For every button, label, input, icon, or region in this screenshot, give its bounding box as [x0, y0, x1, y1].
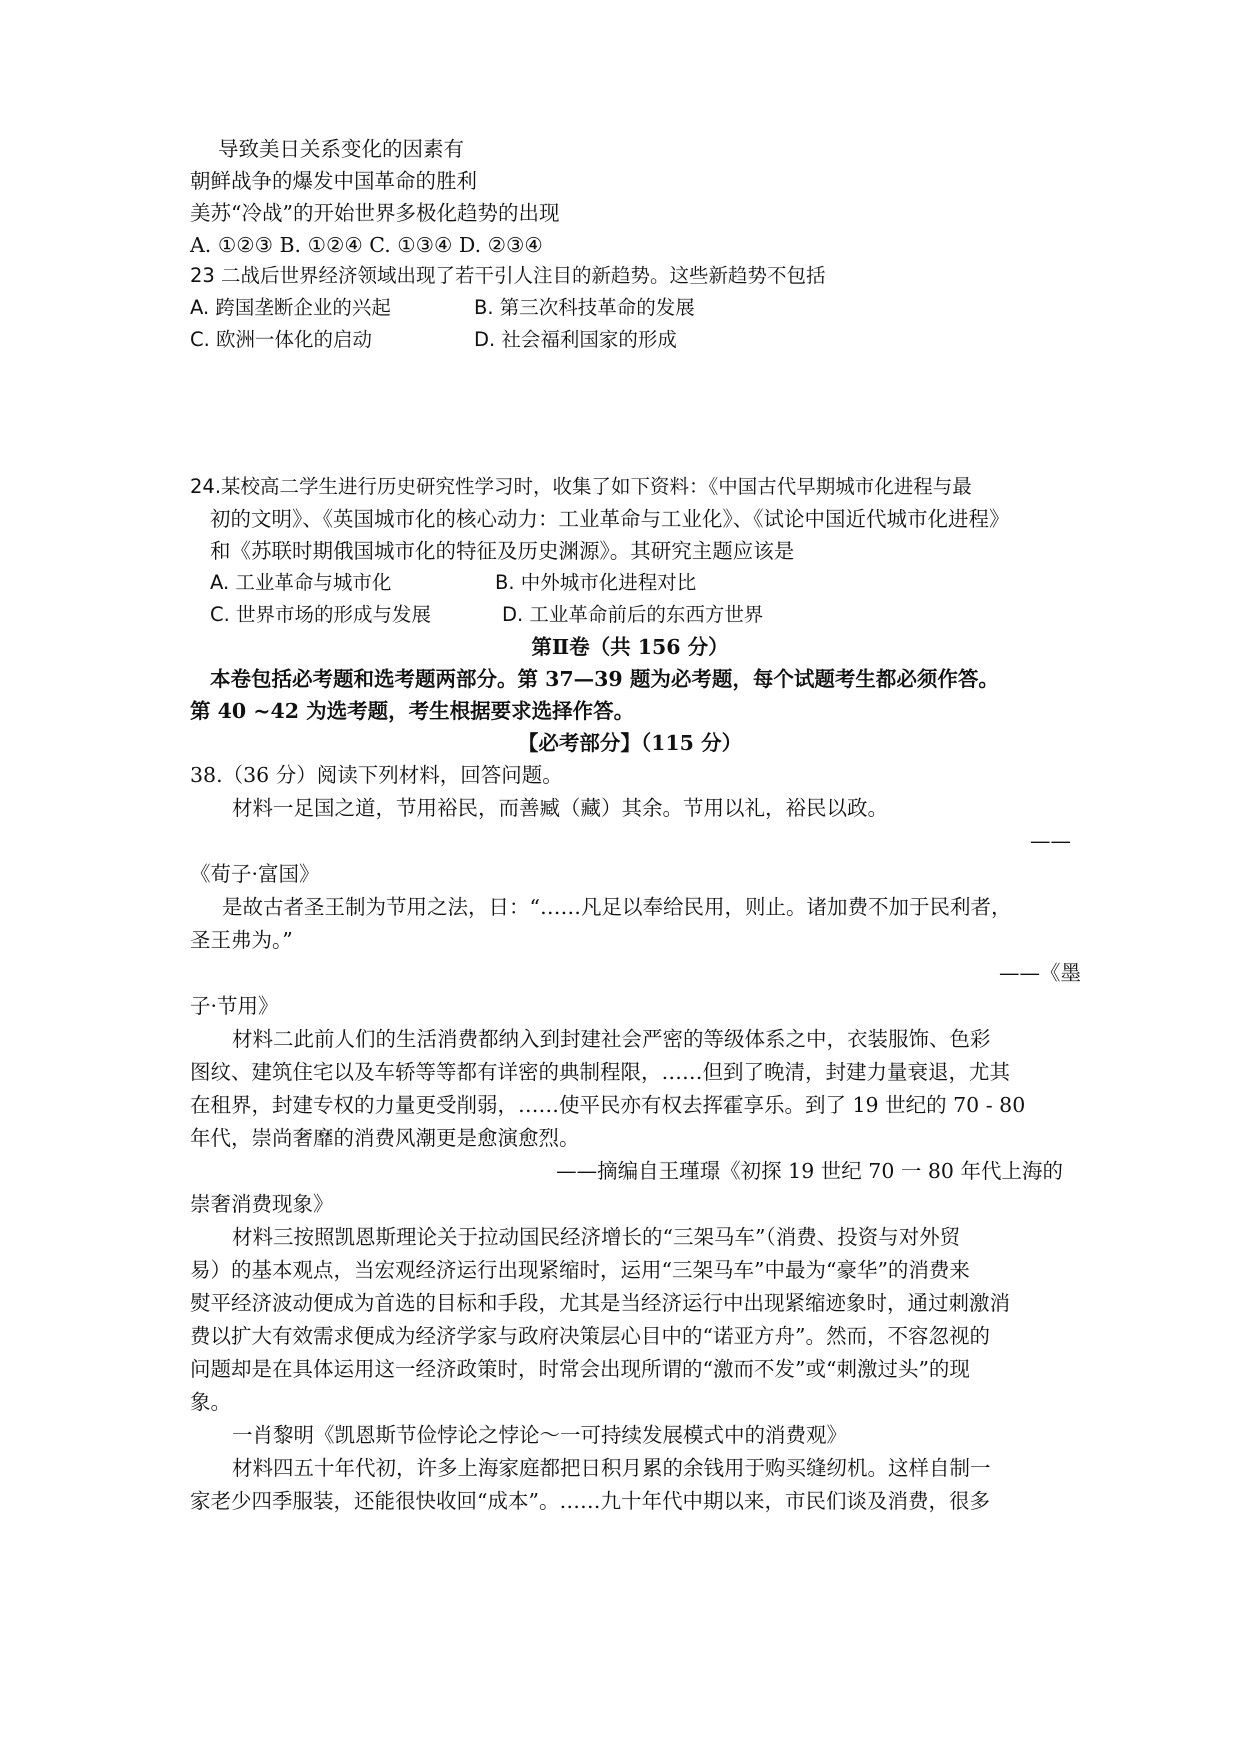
material-3-line-6: 象。	[190, 1390, 231, 1414]
q24-option-c: C. 世界市场的形成与发展	[210, 603, 432, 626]
material-3-line-4: 费以扩大有效需求便成为经济学家与政府决策层心目中的“诺亚方舟”。然而，不容忽视的	[190, 1324, 990, 1348]
q22-factors-line-1: 朝鲜战争的爆发中国革命的胜利	[190, 169, 477, 193]
q24-options-row-1	[210, 568, 696, 598]
material-3-line-2: 易）的基本观点，当宏观经济运行出现紧缩时，运用“三架马车”中最为“豪华”的消费来	[190, 1258, 970, 1282]
q24-stem-line-1: 24.某校高二学生进行历史研究性学习时，收集了如下资料：《中国古代早期城市化进程与最	[190, 475, 972, 498]
material-2-line-3: 在租界，封建专权的力量更受削弱，……使平民亦有权去挥霍享乐。到了 19 世纪的 70 - 80	[190, 1093, 1026, 1117]
q23-option-d: D. 社会福利国家的形成	[474, 328, 677, 351]
part2-instructions-line-1: 本卷包括必考题和选考题两部分。第 37—39 题为必考题，每个试题考生都必须作答。	[210, 667, 999, 691]
q23-stem: 23 二战后世界经济领域出现了若干引人注目的新趋势。这些新趋势不包括	[190, 264, 826, 287]
material-1b-line-2: 圣王弗为。”	[190, 928, 293, 952]
required-section-title: 【必考部分】（115 分）	[517, 731, 743, 755]
material-2-line-1: 材料二此前人们的生活消费都纳入到封建社会严密的等级体系之中，衣装服饰、色彩	[232, 1027, 991, 1051]
material-3-source: 一肖黎明《凯恩斯节俭悖论之悖论～一可持续发展模式中的消费观》	[232, 1423, 847, 1447]
q24-options-row-2	[210, 600, 763, 630]
material-2-line-2: 图纹、建筑住宅以及车轿等等都有详密的典制程限，……但到了晚清，封建力量衰退，尤其	[190, 1060, 1010, 1084]
q22-options: A. ①②③ B. ①②④ C. ①③④ D. ②③④	[190, 233, 543, 257]
q24-stem-line-3: 和《苏联时期俄国城市化的特征及历史渊源》。其研究主题应该是	[210, 539, 795, 563]
material-3-line-5: 问题却是在具体运用这一经济政策时，时常会出现所谓的“激而不发”或“刺激过头”的现	[190, 1357, 970, 1381]
material-1-text: 材料一足国之道，节用裕民，而善臧（藏）其余。节用以礼，裕民以政。	[232, 796, 888, 820]
material-3-line-1: 材料三按照凯恩斯理论关于拉动国民经济增长的“三架马车”（消费、投资与对外贸	[232, 1225, 961, 1249]
q38-stem: 38.（36 分）阅读下列材料，回答问题。	[190, 763, 563, 787]
q23-option-b: B. 第三次科技革命的发展	[474, 296, 695, 319]
material-2-line-4: 年代，崇尚奢靡的消费风潮更是愈演愈烈。	[190, 1126, 580, 1150]
material-4-line-2: 家老少四季服装，还能很快收回“成本”。……九十年代中期以来，市民们谈及消费，很多	[190, 1489, 990, 1513]
q23-options-row-1	[190, 293, 695, 323]
part2-instructions-line-2: 第 40 ~42 为选考题，考生根据要求选择作答。	[190, 699, 635, 723]
material-1-dash: ——	[1030, 829, 1071, 853]
material-2-source-line-1: ——摘编自王瑾璟《初探 19 世纪 70 一 80 年代上海的	[556, 1159, 1063, 1183]
q24-option-b: B. 中外城市化进程对比	[495, 571, 697, 594]
q23-option-a: A. 跨国垄断企业的兴起	[190, 296, 391, 319]
material-3-line-3: 熨平经济波动便成为首选的目标和手段，尤其是当经济运行中出现紧缩迹象时，通过刺激消	[190, 1291, 1010, 1315]
q23-option-c: C. 欧洲一体化的启动	[190, 328, 373, 351]
q23-options-row-2	[190, 325, 677, 355]
material-1b-dash: ——《墨	[999, 961, 1081, 985]
material-4-line-1: 材料四五十年代初，许多上海家庭都把日积月累的余钱用于购买缝纫机。这样自制一	[232, 1456, 991, 1480]
q24-stem-line-2: 初的文明》、《英国城市化的核心动力：工业革命与工业化》、《试论中国近代城市化进程》	[210, 507, 1010, 531]
part2-title: 第Ⅱ卷（共 156 分）	[531, 635, 729, 659]
q22-factors-line-2: 美苏“冷战”的开始世界多极化趋势的出现	[190, 201, 560, 225]
q22-stem: 导致美日关系变化的因素有	[218, 137, 464, 161]
material-1b-line-1: 是故古者圣王制为节用之法，日：“……凡足以奉给民用，则止。诸加费不加于民利者，	[222, 895, 1012, 919]
q24-option-a: A. 工业革命与城市化	[210, 571, 392, 594]
material-1b-source: 子·节用》	[190, 994, 279, 1018]
q24-option-d: D. 工业革命前后的东西方世界	[502, 603, 764, 626]
material-2-source-line-2: 崇奢消费现象》	[190, 1192, 334, 1216]
material-1-source: 《荀子·富国》	[190, 862, 320, 886]
